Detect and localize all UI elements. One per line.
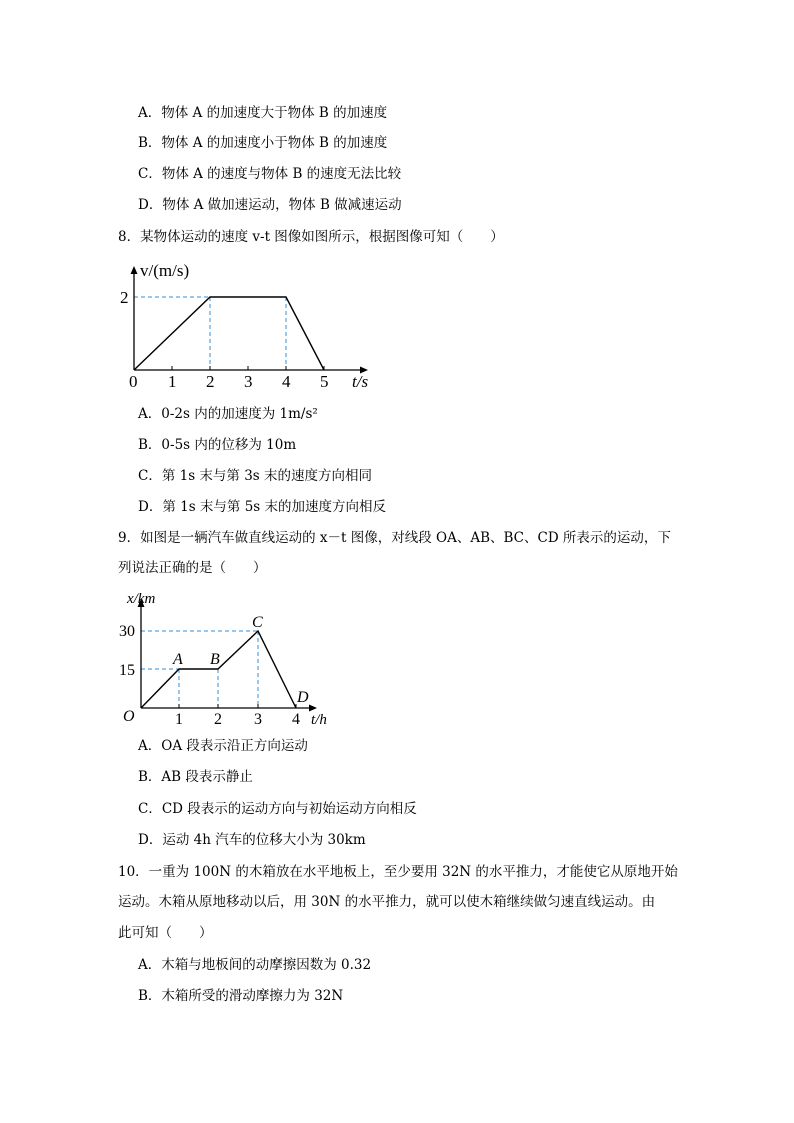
- q9-y-tick-30: 30: [119, 623, 135, 640]
- q9-stem-line1: 9．如图是一辆汽车做直线运动的 x－t 图像，对线段 OA、AB、BC、CD 所表示的运动，下: [118, 530, 671, 546]
- q7-option-b: B．物体 A 的加速度小于物体 B 的加速度: [138, 135, 388, 151]
- q9-option-c: C．CD 段表示的运动方向与初始运动方向相反: [138, 801, 417, 817]
- q9-option-b: B．AB 段表示静止: [138, 769, 253, 785]
- q9-option-a: A．OA 段表示沿正方向运动: [138, 738, 308, 754]
- q7-option-c: C．物体 A 的速度与物体 B 的速度无法比较: [138, 166, 402, 182]
- q9-option-d: D．运动 4h 汽车的位移大小为 30km: [138, 832, 366, 848]
- q8-option-c: C．第 1s 末与第 3s 末的速度方向相同: [138, 468, 373, 484]
- q9-x-tick-1: 1: [175, 711, 183, 728]
- q7-option-a: A．物体 A 的加速度大于物体 B 的加速度: [138, 105, 388, 121]
- q8-option-a: A．0-2s 内的加速度为 1m/s²: [138, 406, 318, 422]
- q9-y-tick-15: 15: [119, 662, 135, 679]
- q9-y-axis-label: x/km: [127, 591, 156, 607]
- q9-origin-label: O: [123, 708, 135, 725]
- q9-x-axis-label: t/h: [311, 712, 327, 728]
- q8-x-tick-3: 3: [244, 372, 253, 391]
- q8-option-d: D．第 1s 末与第 5s 末的加速度方向相反: [138, 499, 387, 515]
- q8-x-tick-4: 4: [282, 372, 291, 391]
- q7-option-d: D．物体 A 做加速运动，物体 B 做减速运动: [138, 197, 402, 213]
- q8-y-arrow: [131, 266, 138, 274]
- q9-point-b: B: [210, 651, 220, 668]
- q10-option-b: B．木箱所受的滑动摩擦力为 32N: [138, 988, 344, 1004]
- q8-y-axis-label: v/(m/s): [140, 261, 190, 280]
- q9-x-arrow: [309, 705, 317, 712]
- q8-x-tick-5: 5: [320, 372, 329, 391]
- q8-x-tick-1: 1: [168, 372, 177, 391]
- q9-stem-line2: 列说法正确的是（ ）: [118, 560, 267, 576]
- q9-point-c: C: [252, 614, 263, 631]
- q10-option-a: A．木箱与地板间的动摩擦因数为 0.32: [138, 957, 372, 973]
- q9-x-tick-4: 4: [292, 711, 300, 728]
- q10-stem-line2: 运动。木箱从原地移动以后，用 30N 的水平推力，就可以使木箱继续做匀速直线运动。由: [118, 894, 656, 910]
- q9-x-tick-2: 2: [214, 711, 222, 728]
- q9-point-d: D: [297, 689, 309, 706]
- q9-x-tick-3: 3: [254, 711, 262, 728]
- q9-point-a: A: [173, 651, 183, 668]
- q8-y-tick-2: 2: [120, 288, 129, 307]
- q8-velocity-time-graph: [120, 258, 380, 393]
- q8-origin-label: 0: [129, 372, 138, 391]
- q8-x-tick-2: 2: [206, 372, 215, 391]
- q8-option-b: B．0-5s 内的位移为 10m: [138, 437, 297, 453]
- q10-stem-line1: 10．一重为 100N 的木箱放在水平地板上，至少要用 32N 的水平推力，才能使它从原地开始: [118, 864, 678, 880]
- q8-stem: 8．某物体运动的速度 v-t 图像如图所示，根据图像可知（ ）: [118, 229, 504, 245]
- q9-position-time-graph: [115, 585, 345, 730]
- q8-x-axis-label: t/s: [352, 372, 369, 391]
- q8-velocity-curve: [134, 297, 324, 370]
- q10-stem-line3: 此可知（ ）: [118, 925, 213, 941]
